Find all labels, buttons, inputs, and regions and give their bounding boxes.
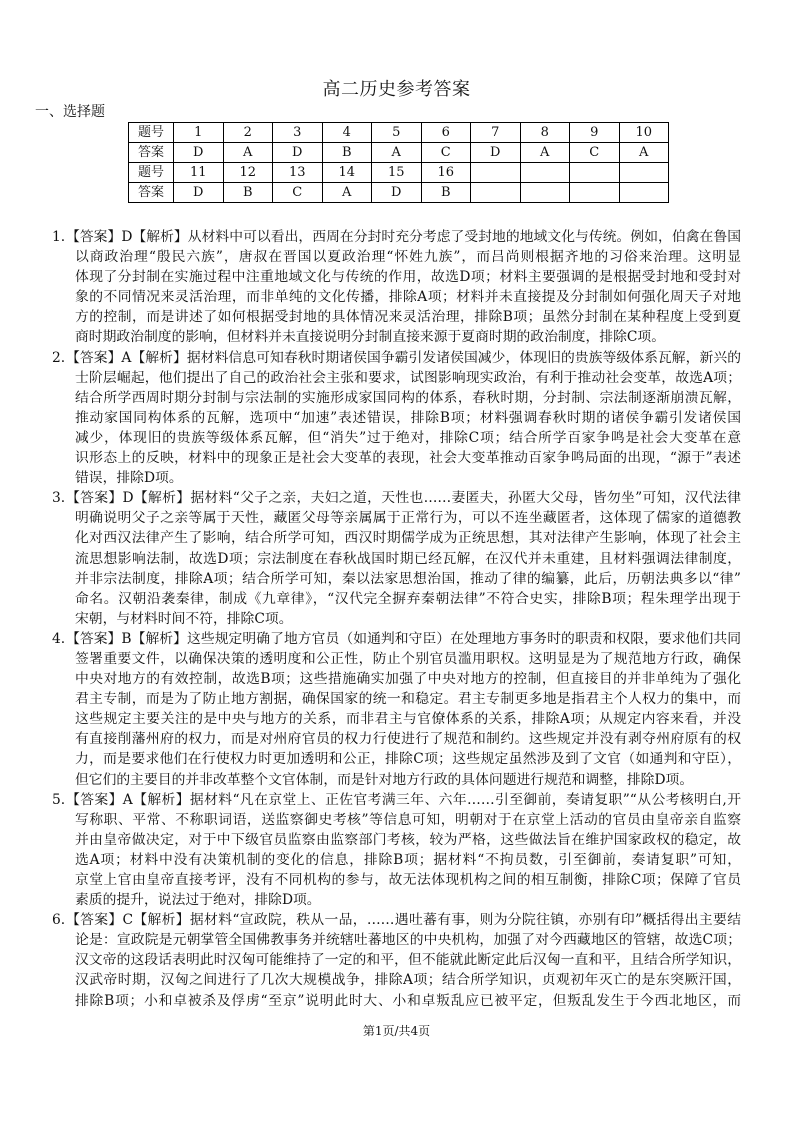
explanation-line: 推动家国同构体系的瓦解，选项中“加速”表述错误，排除B项；材料强调春秋时期的诸侯争霸引发诸侯国 (75, 409, 741, 426)
explanation-line: 写称职、平常、不称职词语，送监察御史考核”等信息可知，明朝对于在京堂上活动的官员由皇帝亲自监察 (75, 811, 741, 828)
table-row-answers (129, 183, 669, 203)
explanation-line: 商时期政治制度的影响，但材料并未直接说明分封制直接来源于夏商时期的政治制度，排除C项。 (75, 329, 666, 346)
explanation-item (0, 488, 793, 629)
question-number-cell: 16 (421, 163, 471, 183)
question-number-cell: 11 (174, 163, 224, 183)
empty-cell (471, 183, 521, 203)
explanation-item (0, 348, 793, 489)
question-number-cell: 14 (322, 163, 372, 183)
explanation-line: 错误，排除D项。 (75, 470, 183, 487)
question-number-cell: 15 (372, 163, 422, 183)
explanation-line: 【答案】D【解析】从材料中可以看出，西周在分封时充分考虑了受封地的地域文化与传统。例如，伯禽在鲁国 (66, 229, 741, 245)
explanation-line: 这些规定主要关注的是中央与地方的关系，而非君主与官僚体系的关系，排除A项；从规定内容来看，并没 (75, 711, 741, 728)
empty-cell (619, 163, 669, 183)
explanation-line: 化对西汉法律产生了影响，结合所学可知，西汉时期儒学成为正统思想，其对法律产生影响，体现了社会主 (75, 530, 741, 547)
question-number: 5. (52, 791, 66, 808)
explanation-line: 明确说明父子之亲等属于天性，藏匿父母等亲属属于正常行为，可以不连坐藏匿者，这体现了儒家的道德教 (75, 510, 741, 527)
explanation-line: 有直接削藩州府的权力，而是对州府官员的权力行使进行了规范和制约。这些规定并没有剥夺州府原有的权 (75, 731, 741, 748)
answer-explanations (0, 227, 793, 1011)
section-heading: 一、选择题 (35, 104, 105, 120)
explanation-line: 【答案】C【解析】据材料“宣政院，秩从一品，……遇吐蕃有事，则为分院往镇，亦别有印”概括得出主要结 (66, 912, 741, 929)
explanation-line: 选A项；材料中没有决策机制的变化的信息，排除B项；据材料“不拘员数，引至御前，奏请复职”可知， (75, 851, 741, 868)
question-number-cell: 10 (619, 123, 669, 143)
explanation-line: 宋朝，与材料时间不符，排除C项。 (75, 610, 293, 627)
answer-cell: A (223, 143, 273, 163)
explanation-line: 以商政治理“殷民六族”，唐叔在晋国以夏政治理“怀姓九族”，而吕尚则根据齐地的习俗来治理。这明显 (75, 249, 741, 266)
empty-cell (520, 183, 570, 203)
explanation-line: 中央对地方的有效控制，故选B项；这些措施确实加强了中央对地方的控制，但直接目的并非单纯为了强化 (75, 671, 741, 688)
answer-cell: C (273, 183, 323, 203)
question-number-cell: 8 (520, 123, 570, 143)
answer-cell: C (421, 143, 471, 163)
explanation-line: 签署重要文件，以确保决策的透明度和公正性，防止个别官员滥用职权。这明显是为了规范地方行政，确保 (75, 650, 741, 667)
answer-cell: B (322, 143, 372, 163)
explanation-line: 君主专制，而是为了防止地方割据，确保国家的统一和稳定。君主专制更多地是指君主个人权力的集中，而 (75, 691, 741, 708)
explanation-line: 识形态上的反映，材料中的现象正是社会大变革的表现，社会大变革推动百家争鸣局面的出现，“源于”表述 (75, 450, 741, 467)
explanation-line: 流思想影响法制，故选D项；宗法制度在春秋战国时期已经瓦解，在汉代并未重建，且材料强调法律制度， (75, 550, 741, 567)
explanation-line: 命名。汉朝沿袭秦律，制成《九章律》，“汉代完全摒弃秦朝法律”不符合史实，排除B项；程朱理学出现于 (75, 590, 741, 607)
explanation-line: 【答案】A【解析】据材料信息可知春秋时期诸侯国争霸引发诸侯国减少，体现旧的贵族等级体系瓦解，新兴的 (66, 349, 741, 366)
explanation-item (0, 910, 793, 1010)
explanation-line: 【答案】B【解析】这些规定明确了地方官员（如通判和守臣）在处理地方事务时的职责和权限，要求他们共同 (66, 630, 741, 647)
question-number-cell: 5 (372, 123, 422, 143)
empty-cell (570, 183, 620, 203)
question-number: 2. (52, 349, 66, 366)
explanation-line: 【答案】D【解析】据材料“父子之亲，夫妇之道，天性也……妻匿夫，孙匿大父母，皆勿坐”可知，汉代法律 (66, 490, 741, 507)
question-number-cell: 1 (174, 123, 224, 143)
question-number-cell: 13 (273, 163, 323, 183)
answer-cell: D (174, 183, 224, 203)
question-number-cell: 12 (223, 163, 273, 183)
answer-cell: A (322, 183, 372, 203)
table-row-question-numbers (129, 163, 669, 183)
answer-table (128, 122, 669, 203)
empty-cell (520, 163, 570, 183)
explanation-line: 体现了分封制在实施过程中注重地域文化与传统的作用，故选D项；材料主要强调的是根据受封地和受封对 (75, 269, 741, 286)
question-number-cell: 6 (421, 123, 471, 143)
answer-cell: A (520, 143, 570, 163)
empty-cell (471, 163, 521, 183)
question-number: 3. (52, 490, 66, 507)
explanation-line: 并非宗法制度，排除A项；结合所学可知，秦以法家思想治国，推动了律的编纂，此后，历朝法典多以“律” (75, 570, 741, 587)
explanation-line: 并由皇帝做决定，对于中下级官员监察由监察部门考核，较为严格，这些做法旨在维护国家政权的稳定，故 (75, 831, 741, 848)
explanation-line: 京堂上官由皇帝直接考评，没有不同机构的参与，故无法体现机构之间的相互制衡，排除C项；保障了官员 (75, 872, 741, 888)
explanation-line: 结合所学西周时期分封制与宗法制的实施形成家国同构的体系，春秋时期，分封制、宗法制逐渐崩溃瓦解， (75, 389, 741, 406)
table-row-label: 题号 (129, 123, 174, 143)
empty-cell (570, 163, 620, 183)
question-number-cell: 3 (273, 123, 323, 143)
answer-cell: B (421, 183, 471, 203)
table-row-label: 题号 (129, 163, 174, 183)
answer-cell: D (372, 183, 422, 203)
explanation-line: 力，而是要求他们在行使权力时更加透明和公正，排除C项；这些规定虽然涉及到了文官（如通判和守臣）， (75, 751, 741, 768)
answer-cell: A (619, 143, 669, 163)
answer-cell: D (174, 143, 224, 163)
table-row-answers (129, 143, 669, 163)
answer-cell: B (223, 183, 273, 203)
explanation-line: 象的不同情况来灵活治理，而非单纯的文化传播，排除A项；材料并未直接提及分封制如何强化周天子对地 (75, 289, 741, 306)
question-number-cell: 9 (570, 123, 620, 143)
explanation-item (0, 227, 793, 348)
explanation-line: 汉武帝时期，汉匈之间进行了几次大规模战争，排除A项；结合所学知识，贞观初年灭亡的是东突厥汗国， (75, 972, 741, 989)
answer-cell: C (570, 143, 620, 163)
question-number-cell: 4 (322, 123, 372, 143)
explanation-line: 汉文帝的这段话表明此时汉匈可能维持了一定的和平，但不能就此断定此后汉匈一直和平，且结合所学知识， (75, 952, 741, 969)
answer-cell: A (372, 143, 422, 163)
explanation-line: 素质的提升，说法过于绝对，排除D项。 (75, 892, 321, 909)
explanation-line: 【答案】A【解析】据材料“凡在京堂上、正佐官考满三年、六年……引至御前，奏请复职”“从公考核明白,开 (66, 791, 741, 808)
table-row-question-numbers (129, 123, 669, 143)
question-number: 6. (52, 912, 66, 929)
table-row-label: 答案 (129, 143, 174, 163)
question-number-cell: 7 (471, 123, 521, 143)
explanation-line: 论是：宣政院是元朝掌管全国佛教事务并统辖吐蕃地区的中央机构，加强了对今西藏地区的管辖，故选C项； (75, 932, 741, 949)
explanation-line: 士阶层崛起，他们提出了自己的政治社会主张和要求，试图影响现实政治，有利于推动社会变革，故选A项； (75, 369, 741, 386)
explanation-line: 但它们的主要目的并非改革整个文官体制，而是针对地方行政的具体问题进行规范和调整，排除D项。 (75, 771, 694, 788)
question-number-cell: 2 (223, 123, 273, 143)
explanation-line: 排除B项；小和卓被杀及俘虏“至京”说明此时大、小和卓叛乱应已被平定，但叛乱发生于今西北地区，而 (75, 992, 741, 1009)
page-title: 高二历史参考答案 (322, 79, 471, 100)
explanation-item (0, 790, 793, 911)
question-number: 1. (52, 229, 66, 245)
answer-cell: D (471, 143, 521, 163)
explanation-line: 减少，体现旧的贵族等级体系瓦解，但“消失”过于绝对，排除C项；结合所学百家争鸣是社会大变革在意 (75, 429, 741, 446)
empty-cell (619, 183, 669, 203)
explanation-line: 方的控制，而是讲述了如何根据受封地的具体情况来灵活治理，排除B项；虽然分封制在某种程度上受到夏 (75, 309, 741, 326)
answer-cell: D (273, 143, 323, 163)
table-row-label: 答案 (129, 183, 174, 203)
explanation-item (0, 629, 793, 790)
question-number: 4. (52, 630, 66, 647)
page-footer: 第1页/共4页 (362, 1024, 431, 1038)
